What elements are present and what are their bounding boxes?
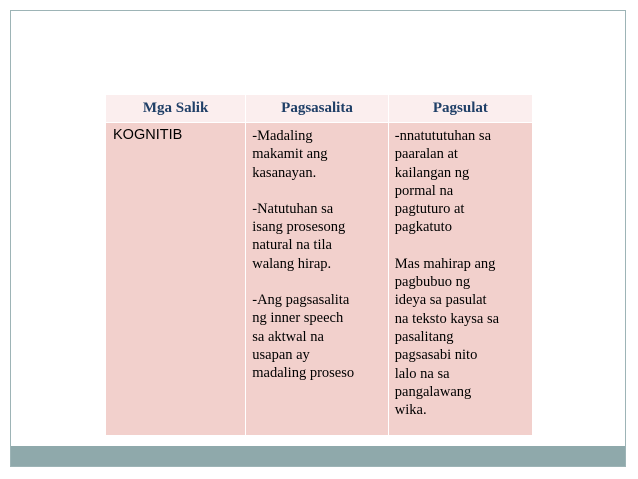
footer-bar <box>11 446 625 466</box>
pagsasalita-point: -Natutuhan sa isang prosesong natural na tila walang hirap. <box>252 200 346 272</box>
pagsulat-cell <box>388 123 532 436</box>
table-header-row <box>106 95 532 123</box>
factor-cell: KOGNITIB <box>106 123 246 436</box>
pagsulat-point: -nnatututuhan sa paaralan at kailangan ng pormal na pagtuturo at pagkatuto <box>394 128 492 236</box>
header-mga-salik: Mga Salik <box>106 95 246 123</box>
pagsasalita-point: -Madaling makamit ang kasanayan. <box>252 128 328 181</box>
header-pagsulat: Pagsulat <box>388 95 532 123</box>
comparison-table <box>106 95 532 435</box>
pagsasalita-cell <box>246 123 389 436</box>
table-row <box>106 123 532 436</box>
pagsasalita-point: -Ang pagsasalita ng inner speech sa aktwal na usapan ay madaling proseso <box>252 292 355 382</box>
pagsulat-point: Mas mahirap ang pagbubuo ng ideya sa pasulat na teksto kaysa sa pasalitang pagsasabi nito lalo na sa pangalawang wika. <box>394 255 500 419</box>
header-pagsasalita: Pagsasalita <box>246 95 389 123</box>
